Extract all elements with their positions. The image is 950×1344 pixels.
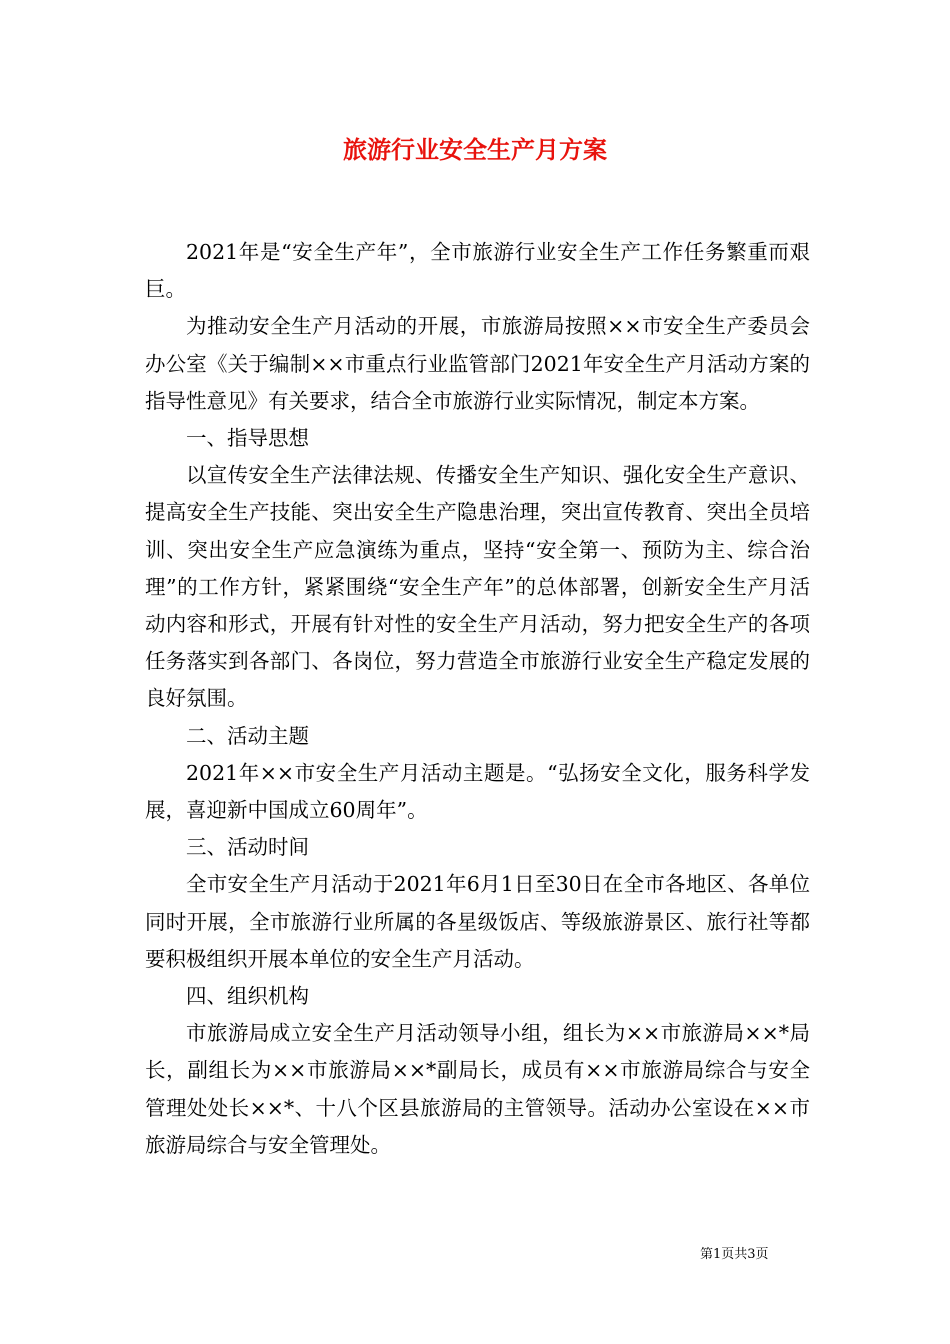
paragraph-organization: 市旅游局成立安全生产月活动领导小组，组长为××市旅游局××*局长，副组长为××市旅游局××*副局长，成员有××市旅游局综合与安全管理处处长××*、十八个区县旅游局的主管领导。活动办公室设在××市旅游局综合与安全管理处。 [145, 1021, 810, 1157]
paragraph-activity-time: 全市安全生产月活动于2021年6月1日至30日在全市各地区、各单位同时开展，全市旅游行业所属的各星级饭店、等级旅游景区、旅行社等都要积极组织开展本单位的安全生产月活动。 [145, 872, 810, 971]
paragraph-activity-theme: 2021年××市安全生产月活动主题是。“弘扬安全文化，服务科学发展，喜迎新中国成立60周年”。 [145, 760, 810, 823]
section-heading-guiding-ideology: 一、指导思想 [186, 426, 309, 451]
document-title: 旅游行业安全生产月方案 [343, 135, 607, 164]
document-body [145, 234, 810, 1164]
paragraph-purpose: 为推动安全生产月活动的开展，市旅游局按照××市安全生产委员会办公室《关于编制××市重点行业监管部门2021年安全生产月活动方案的指导性意见》有关要求，结合全市旅游行业实际情况，制定本方案。 [145, 314, 810, 413]
section-heading-organization: 四、组织机构 [186, 984, 309, 1009]
paragraph-intro: 2021年是“安全生产年”，全市旅游行业安全生产工作任务繁重而艰巨。 [145, 240, 810, 302]
section-heading-activity-time: 三、活动时间 [186, 835, 309, 860]
page-number-footer: 第1页共3页 [700, 1247, 769, 1262]
paragraph-guiding-ideology: 以宣传安全生产法律法规、传播安全生产知识、强化安全生产意识、提高安全生产技能、突出安全生产隐患治理，突出宣传教育、突出全员培训、突出安全生产应急演练为重点，坚持“安全第一、预防为主、综合治理”的工作方针，紧紧围绕“安全生产年”的总体部署，创新安全生产月活动内容和形式，开展有针对性的安全生产月活动，努力把安全生产的各项任务落实到各部门、各岗位，努力营造全市旅游行业安全生产稳定发展的良好氛围。 [145, 463, 810, 711]
section-heading-activity-theme: 二、活动主题 [186, 723, 309, 748]
